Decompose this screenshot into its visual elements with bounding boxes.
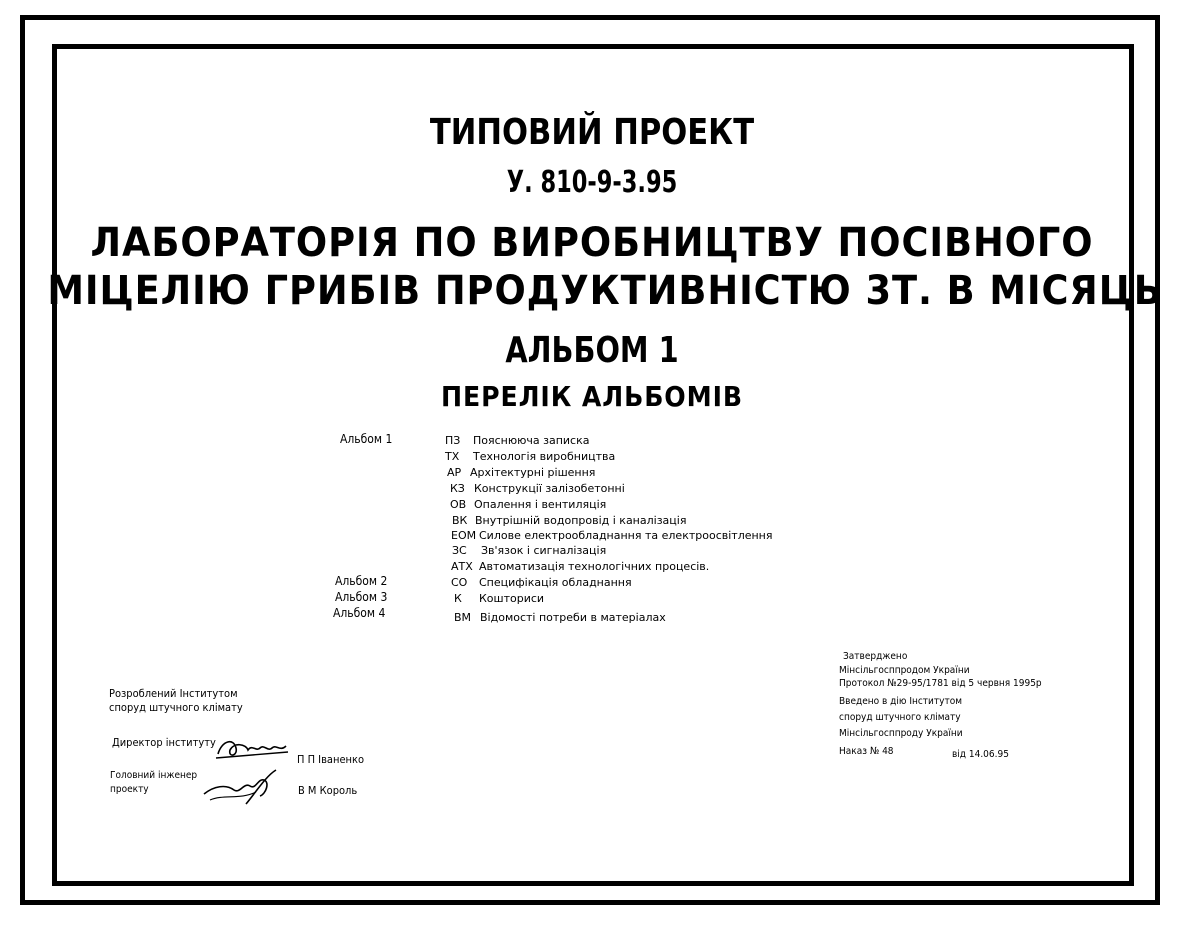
list-item-code: ОВ [450,498,467,511]
list-item-text: Зв'язок і сигналізація [481,544,607,557]
list-item-code: ВМ [454,611,472,624]
approval-order-date: від 14.06.95 [952,749,1009,760]
list-item-text: Опалення і вентиляція [474,498,607,511]
list-item-code: ПЗ [445,434,461,447]
list-item-text: Кошториси [479,592,545,605]
list-item-text: Пояснююча записка [473,434,590,447]
list-item-code: АТХ [451,560,473,573]
approval-line3: Протокол №29-95/1781 від 5 червня 1995р [839,678,1042,689]
album-number: АЛЬБОМ 1 [505,330,679,371]
project-name-line1: ЛАБОРАТОРІЯ ПО ВИРОБНИЦТВУ ПОСІВНОГО [90,220,1094,266]
list-item-code: ЗС [452,544,467,557]
approval-line4: Введено в дію Інститутом [839,696,962,707]
project-name-line2: МІЦЕЛІЮ ГРИБІВ ПРОДУКТИВНІСТЮ 3Т. В МІСЯЦЬ [47,268,1163,314]
list-item-code: ВК [452,514,468,527]
list-item-text: Технологія виробництва [473,450,616,463]
list-item-code: АР [447,466,462,479]
list-item-text: Конструкції залізобетонні [474,482,625,495]
chief-engineer-label: Головний інженер [110,770,198,781]
list-item-code: К [454,592,462,605]
album4-label: Альбом 4 [333,606,386,620]
approval-line1: Затверджено [843,651,908,662]
approval-line5: споруд штучного клімату [839,712,961,723]
director-signature [212,730,292,766]
list-item-text: Архітектурні рішення [470,466,596,479]
album-list-title: ПЕРЕЛІК АЛЬБОМІВ [440,380,744,413]
album3-label: Альбом 3 [335,590,388,604]
list-item-code: ЕОМ [451,529,477,542]
list-item-code: ТХ [445,450,460,463]
chief-engineer-label-2: проекту [110,784,149,795]
chief-engineer-name: В М Король [298,784,358,797]
developer-line2: споруд штучного клімату [109,701,243,714]
list-item-text: Специфікація обладнання [479,576,632,589]
approval-line2: Мінсільгосппродом України [839,665,970,676]
project-code: У. 810-9-3.95 [506,165,678,200]
list-item-code: КЗ [450,482,465,495]
album2-label: Альбом 2 [335,574,388,588]
director-name: П П Іваненко [297,753,365,766]
list-item-text: Автоматизація технологічних процесів. [479,560,710,573]
list-item-text: Внутрішній водопровід і каналізація [475,514,687,527]
document-title: ТИПОВИЙ ПРОЕКТ [429,112,755,153]
approval-order-number: Наказ № 48 [839,746,894,757]
list-item-text: Силове електрообладнання та електроосвітлення [479,529,773,542]
list-item-code: СО [451,576,468,589]
developer-line1: Розроблений Інститутом [109,687,238,700]
director-label: Директор інституту [112,736,216,749]
chief-engineer-signature [200,764,282,810]
list-item-text: Відомості потреби в матеріалах [480,611,666,624]
approval-line6: Мінсільгосппроду України [839,728,963,739]
album1-label: Альбом 1 [340,432,393,446]
